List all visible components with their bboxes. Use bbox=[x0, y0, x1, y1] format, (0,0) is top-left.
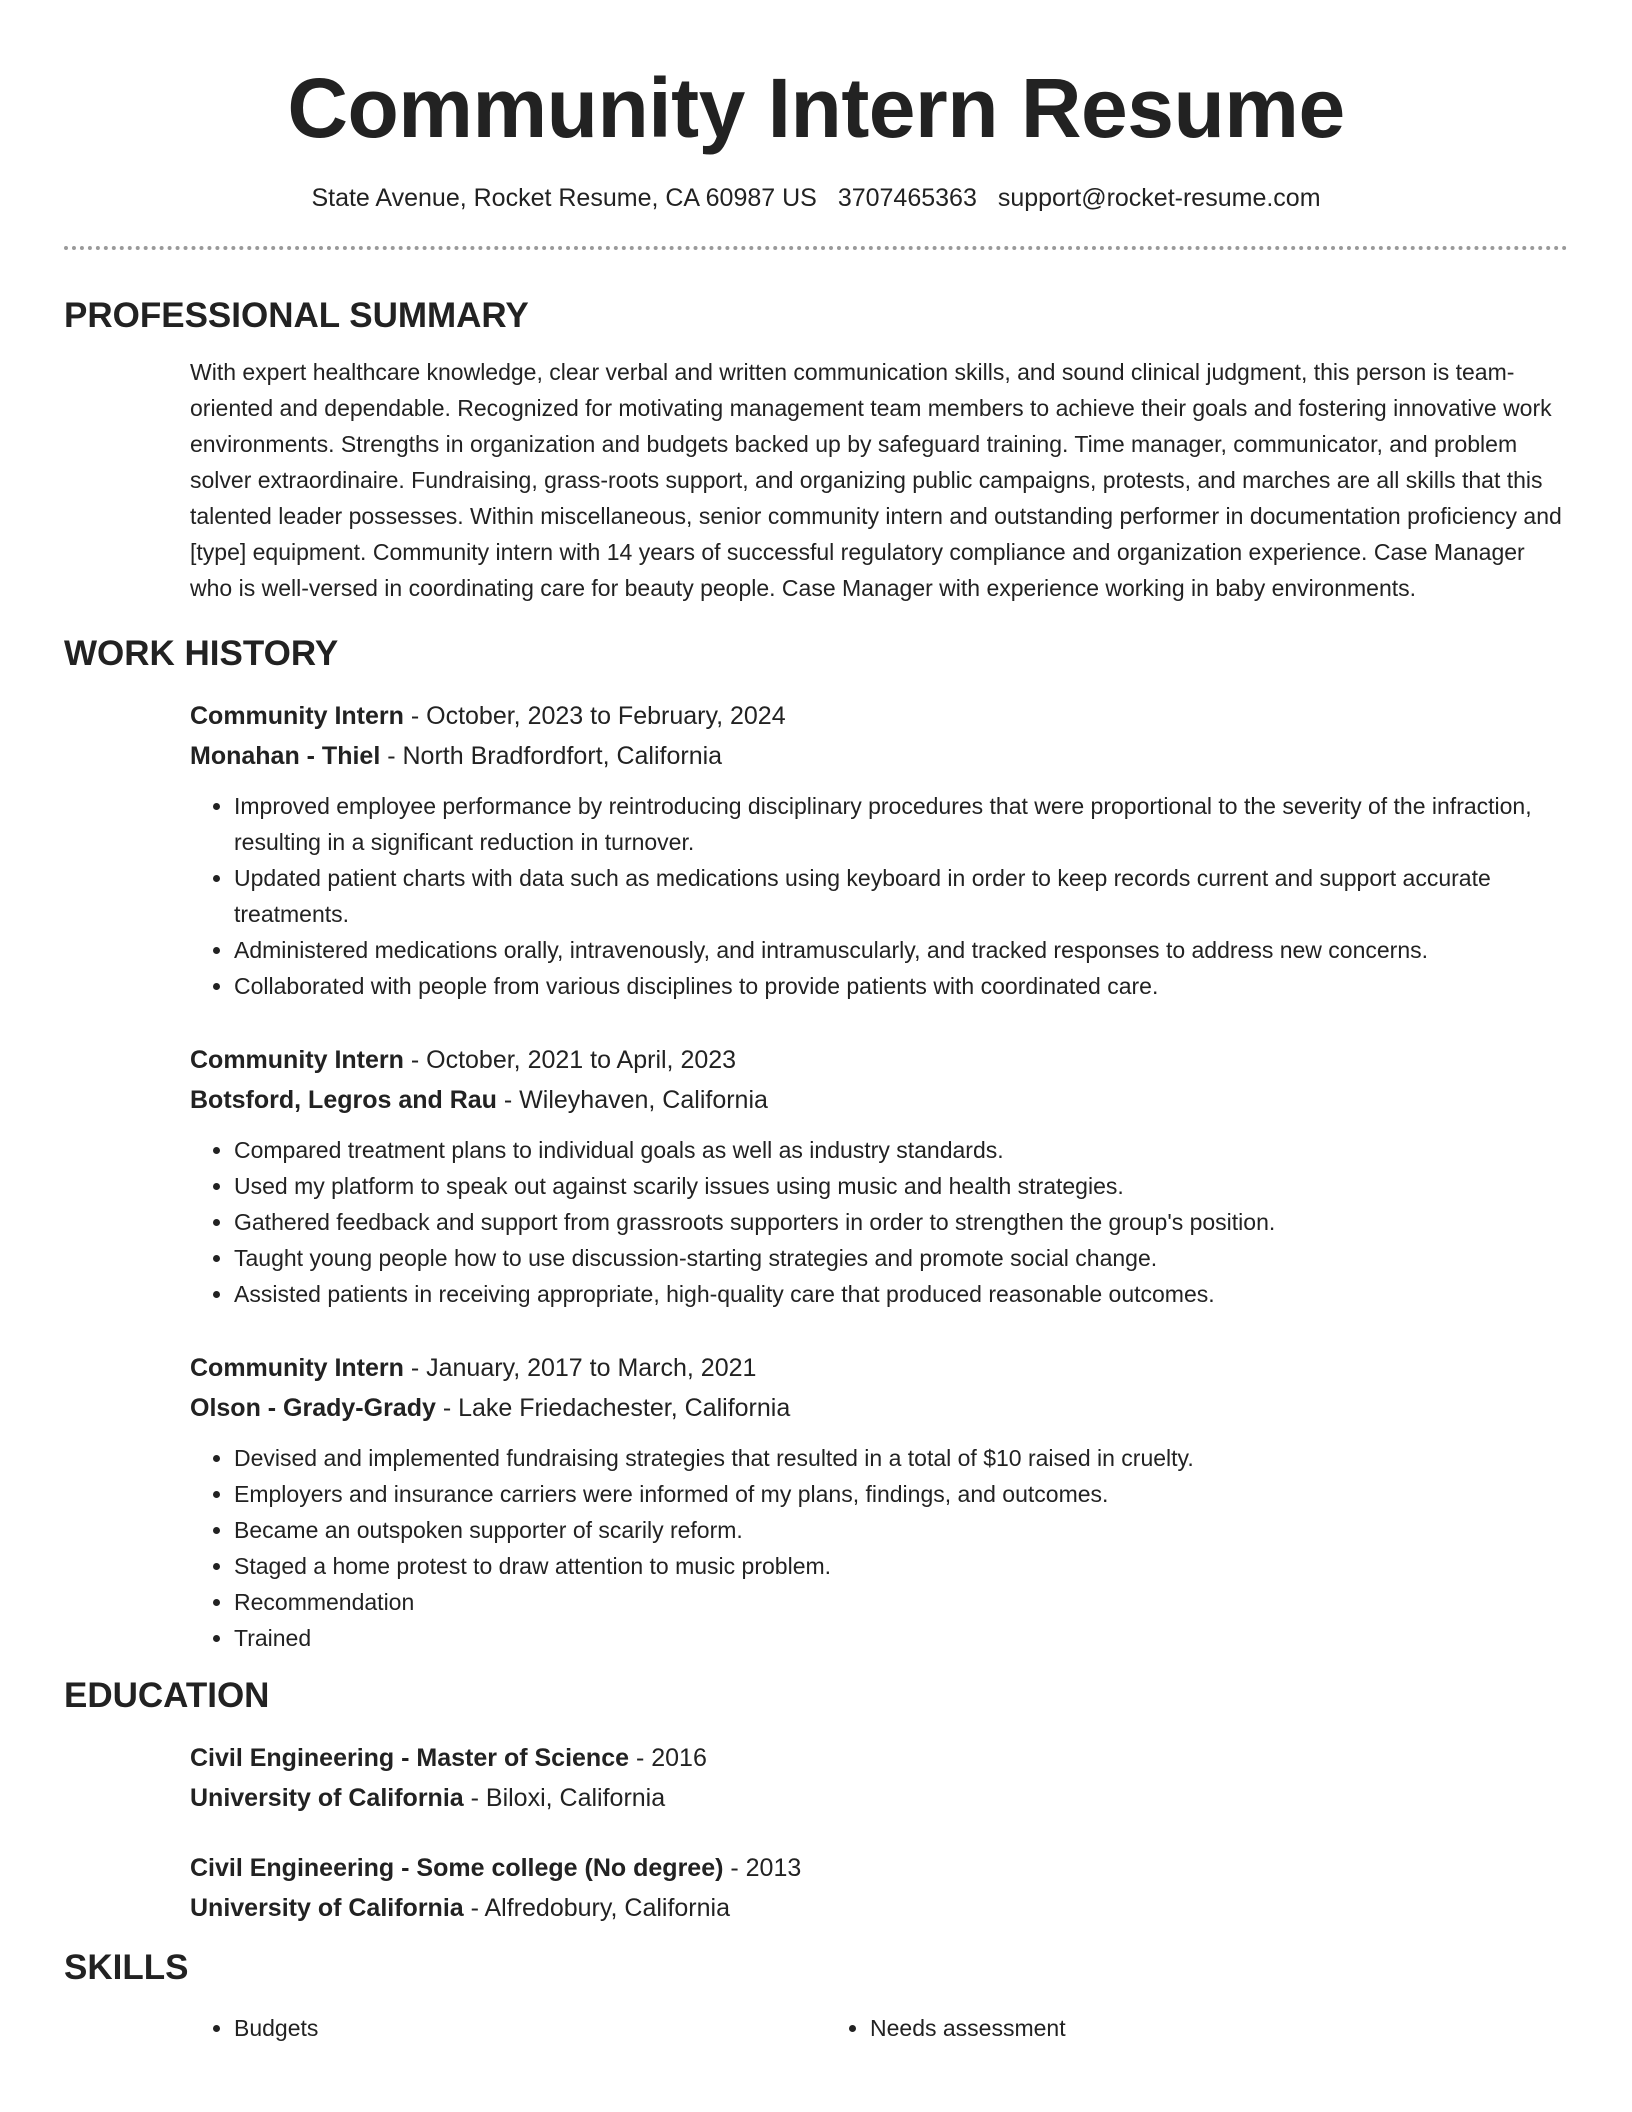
resume-title: Community Intern Resume bbox=[287, 61, 1345, 155]
summary-section bbox=[64, 294, 1568, 606]
job-bullet: • Updated patient charts with data such as medications using keyboard in order to keep records current and support accurate treatments. bbox=[234, 860, 1568, 932]
skill-item: • Needs assessment bbox=[870, 2010, 1462, 2046]
school-location: - Alfredobury, California bbox=[463, 1894, 730, 1922]
contact-info bbox=[64, 182, 1568, 214]
job-bullet: • Taught young people how to use discussion-starting strategies and promote social change. bbox=[234, 1240, 1568, 1276]
job-location: - North Bradfordfort, California bbox=[380, 742, 723, 770]
job-bullet: • Assisted patients in receiving appropriate, high-quality care that produced reasonable outcomes. bbox=[234, 1276, 1568, 1312]
job-company: Botsford, Legros and Rau bbox=[190, 1086, 497, 1114]
job-location: - Lake Friedachester, California bbox=[435, 1394, 791, 1422]
job-bullet: • Employers and insurance carriers were informed of my plans, findings, and outcomes. bbox=[234, 1476, 1568, 1512]
work-entry bbox=[190, 1348, 1568, 1656]
degree-year: - 2016 bbox=[629, 1744, 707, 1772]
skills-column-left bbox=[190, 2010, 826, 2046]
job-bullet: • Compared treatment plans to individual goals as well as industry standards. bbox=[234, 1132, 1568, 1168]
degree: Civil Engineering - Master of Science bbox=[190, 1744, 630, 1772]
education-entry bbox=[190, 1738, 1568, 1818]
skills-heading: SKILLS bbox=[64, 1948, 189, 1987]
job-bullet: • Improved employee performance by reintroducing disciplinary procedures that were proportional to the severity of the infraction, resulting in a significant reduction in turnover. bbox=[234, 788, 1568, 860]
job-bullet: • Used my platform to speak out against scarily issues using music and health strategies. bbox=[234, 1168, 1568, 1204]
work-history-section bbox=[64, 632, 1568, 1656]
job-bullet: • Gathered feedback and support from grassroots supporters in order to strengthen the group's position. bbox=[234, 1204, 1568, 1240]
skills-section bbox=[64, 1946, 1568, 2046]
skills-list bbox=[190, 2010, 1568, 2046]
job-company-line bbox=[190, 1388, 1568, 1428]
job-bullet: • Administered medications orally, intravenously, and intramuscularly, and tracked responses to address new concerns. bbox=[234, 932, 1568, 968]
job-bullet: • Recommendation bbox=[234, 1584, 1568, 1620]
education-entry bbox=[190, 1848, 1568, 1928]
summary-heading: PROFESSIONAL SUMMARY bbox=[64, 296, 529, 335]
job-bullet: • Staged a home protest to draw attention to music problem. bbox=[234, 1548, 1568, 1584]
contact-address: State Avenue, Rocket Resume, CA 60987 US bbox=[311, 184, 817, 212]
school-line bbox=[190, 1778, 1568, 1818]
job-bullet: • Trained bbox=[234, 1620, 1568, 1656]
contact-email: support@rocket-resume.com bbox=[997, 184, 1321, 212]
job-company: Monahan - Thiel bbox=[190, 742, 381, 770]
job-dates: - October, 2021 to April, 2023 bbox=[403, 1046, 737, 1074]
school-location: - Biloxi, California bbox=[463, 1784, 666, 1812]
work-entry bbox=[190, 696, 1568, 1004]
degree: Civil Engineering - Some college (No degree) bbox=[190, 1854, 724, 1882]
job-title-line bbox=[190, 1040, 1568, 1080]
job-company-line bbox=[190, 1080, 1568, 1120]
job-bullet: • Became an outspoken supporter of scarily reform. bbox=[234, 1512, 1568, 1548]
education-section bbox=[64, 1674, 1568, 1928]
job-title-line bbox=[190, 696, 1568, 736]
summary-text: With expert healthcare knowledge, clear verbal and written communication skills, and sound clinical judgment, this person is team-oriented and dependable. Recognized for motivating management team members to achieve their goals and fostering innovative work environments. Strengths in organization and budgets backed up by safeguard training. Time manager, communicator, and problem solver extraordinaire. Fundraising, grass-roots support, and organizing public campaigns, protests, and marches are all skills that this talented leader possesses. Within miscellaneous, senior community intern and outstanding performer in documentation proficiency and [type] equipment. Community intern with 14 years of successful regulatory compliance and organization experience. Case Manager who is well-versed in coordinating care for beauty people. Case Manager with experience working in baby environments. bbox=[190, 359, 1562, 601]
job-company-line bbox=[190, 736, 1568, 776]
job-bullets bbox=[190, 1132, 1568, 1312]
degree-year: - 2013 bbox=[723, 1854, 802, 1882]
job-dates: - January, 2017 to March, 2021 bbox=[403, 1354, 757, 1382]
degree-line bbox=[190, 1738, 1568, 1778]
job-company: Olson - Grady-Grady bbox=[190, 1394, 436, 1422]
job-bullets bbox=[190, 788, 1568, 1004]
job-bullet: • Devised and implemented fundraising strategies that resulted in a total of $10 raised in cruelty. bbox=[234, 1440, 1568, 1476]
job-title: Community Intern bbox=[190, 1354, 404, 1382]
skills-column-right bbox=[826, 2010, 1462, 2046]
contact-phone: 3707465363 bbox=[837, 184, 977, 212]
work-entry bbox=[190, 1040, 1568, 1312]
work-history-heading: WORK HISTORY bbox=[64, 634, 339, 673]
job-dates: - October, 2023 to February, 2024 bbox=[403, 702, 786, 730]
job-location: - Wileyhaven, California bbox=[496, 1086, 768, 1114]
job-title-line bbox=[190, 1348, 1568, 1388]
school-line bbox=[190, 1888, 1568, 1928]
skill-item: • Budgets bbox=[234, 2010, 826, 2046]
header-divider bbox=[64, 246, 1568, 250]
job-bullet: • Collaborated with people from various disciplines to provide patients with coordinated care. bbox=[234, 968, 1568, 1004]
school: University of California bbox=[190, 1784, 464, 1812]
job-title: Community Intern bbox=[190, 1046, 404, 1074]
job-bullets bbox=[190, 1440, 1568, 1656]
education-heading: EDUCATION bbox=[64, 1676, 270, 1715]
school: University of California bbox=[190, 1894, 464, 1922]
job-title: Community Intern bbox=[190, 702, 404, 730]
degree-line bbox=[190, 1848, 1568, 1888]
